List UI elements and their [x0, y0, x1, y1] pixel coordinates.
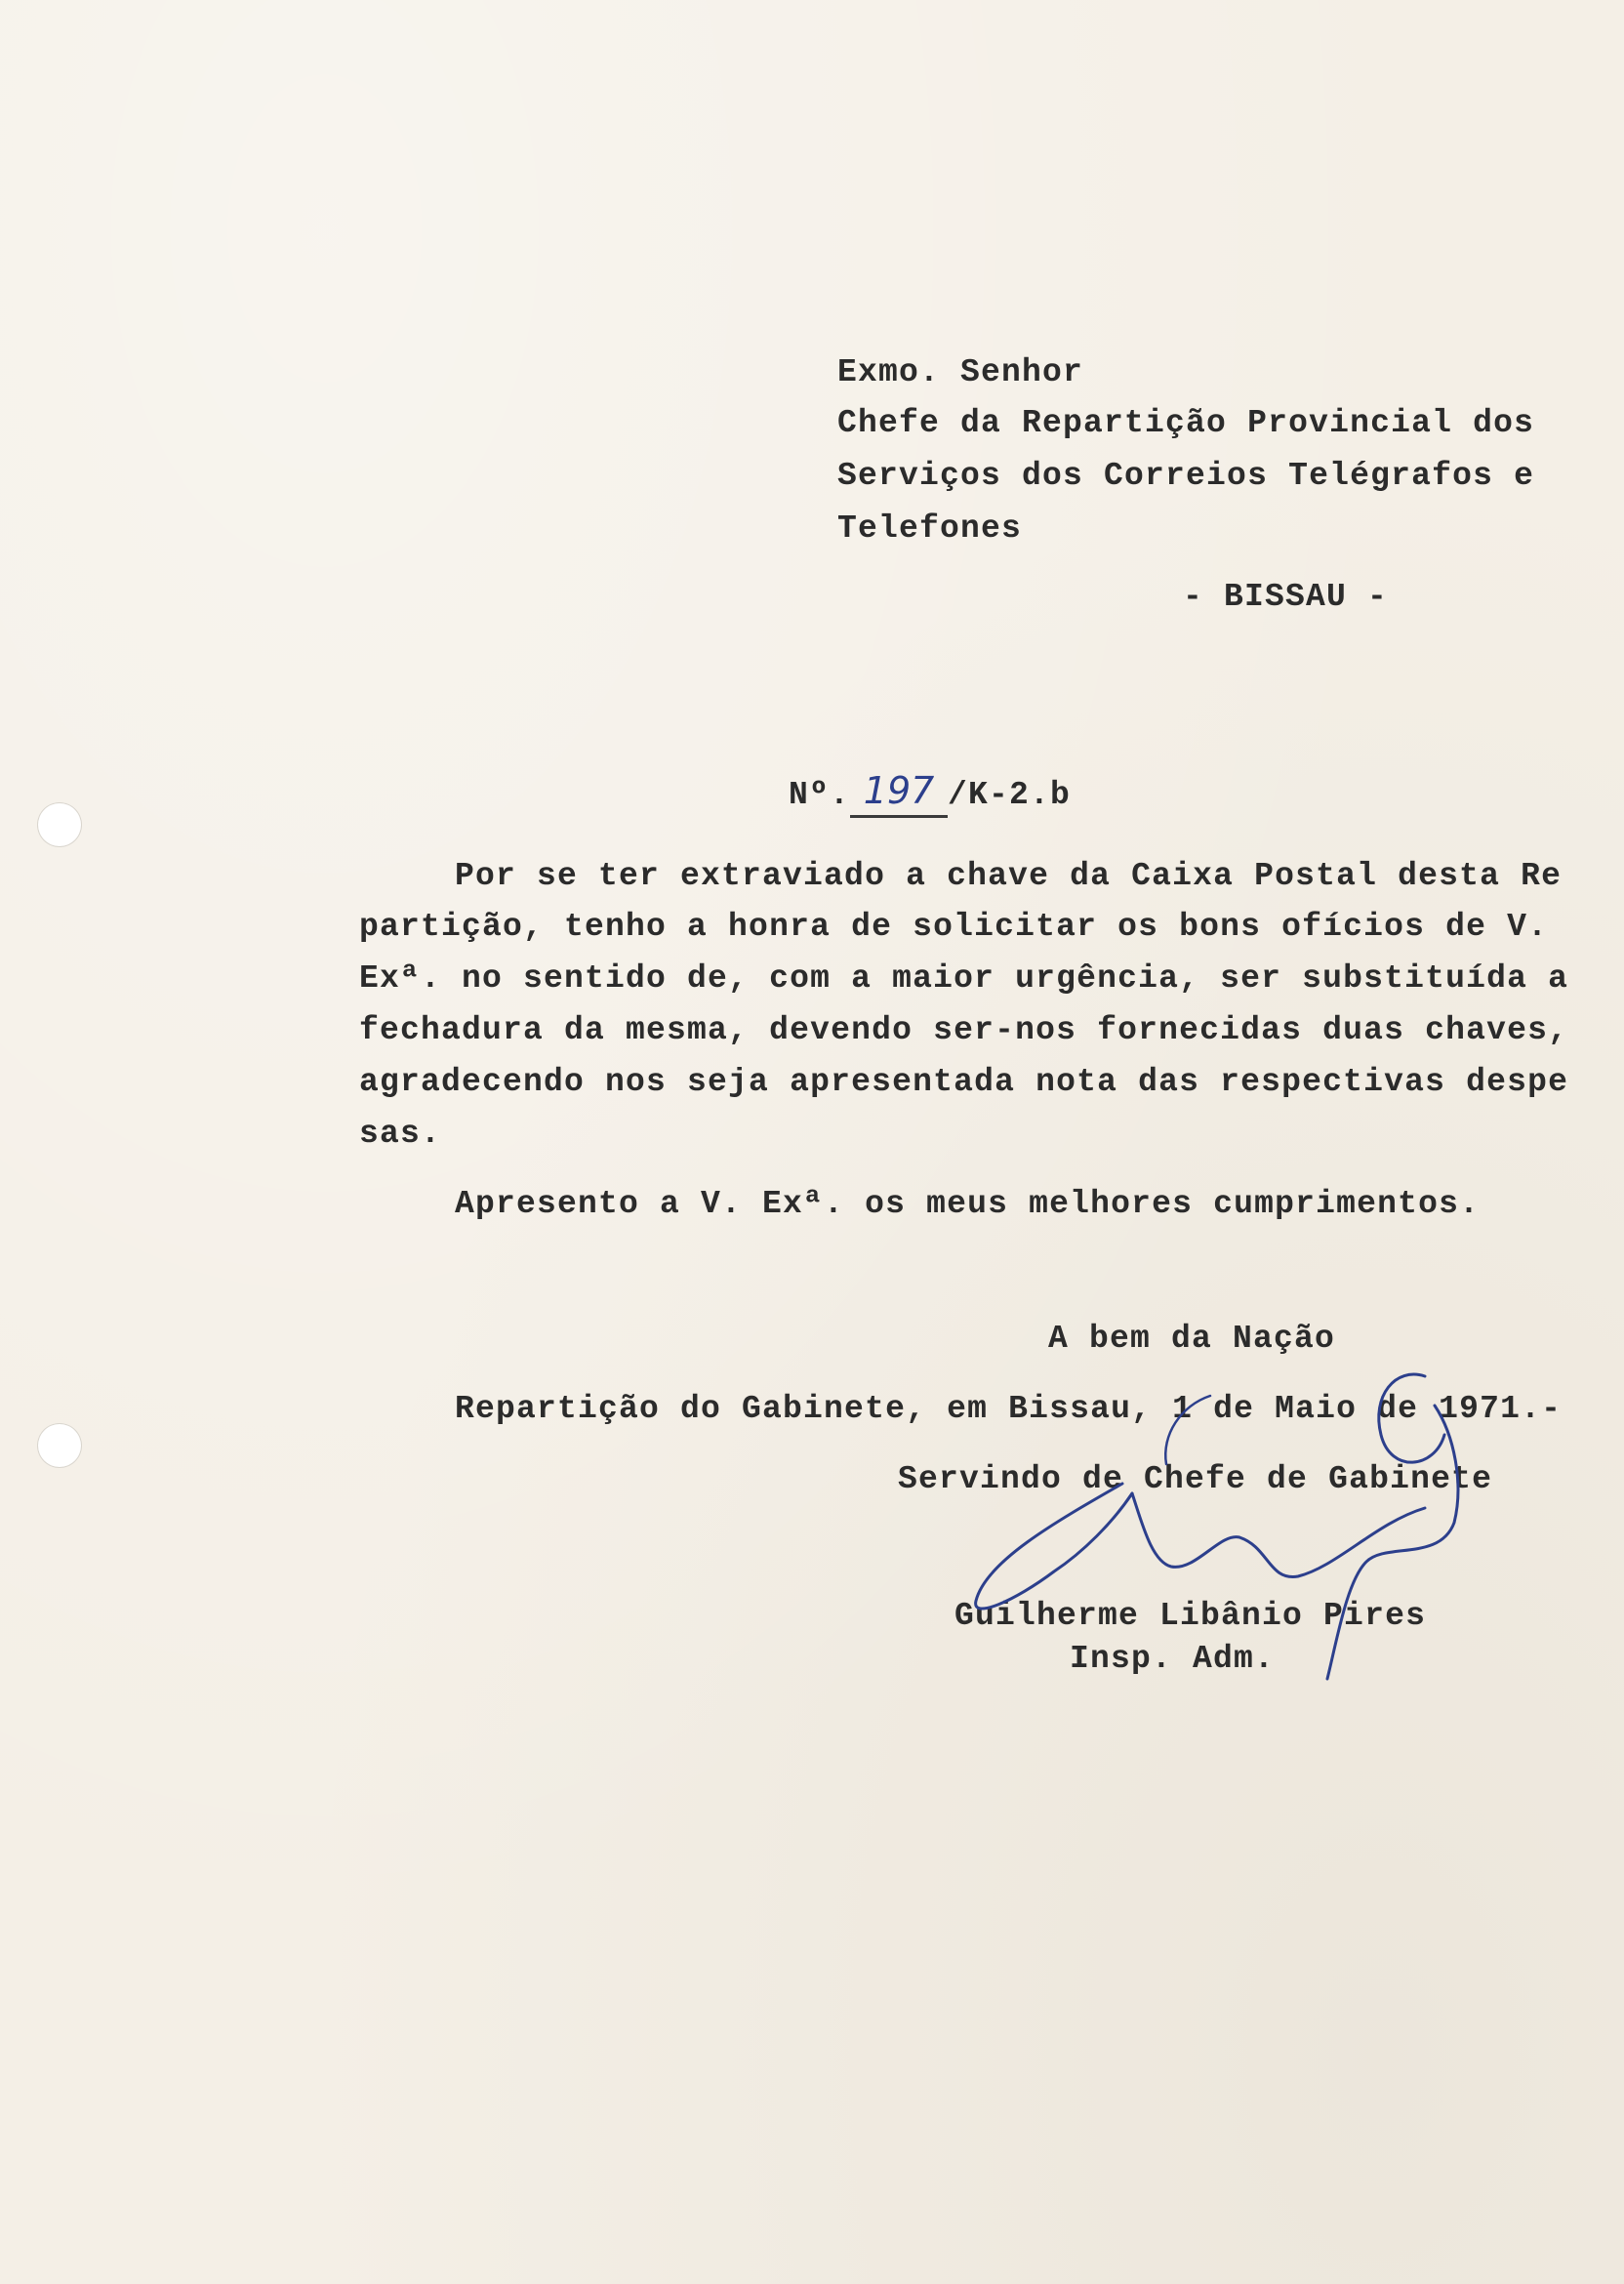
signatory-name: Guilherme Libânio Pires — [954, 1598, 1427, 1634]
addressee-line-4: Telefones — [837, 510, 1023, 547]
punch-hole-top — [37, 802, 82, 847]
addressee-city: - BISSAU - — [1183, 579, 1389, 615]
addressee-salutation: Exmo. Senhor — [837, 354, 1084, 390]
body-paragraph-2: Apresento a V. Exª. os meus melhores cumprimentos. — [455, 1186, 1481, 1222]
body-line-2: partição, tenho a honra de solicitar os bons ofícios de V. — [359, 909, 1549, 945]
addressee-line-3: Serviços dos Correios Telégrafos e — [837, 458, 1535, 494]
reference-number-field — [850, 771, 948, 818]
signatory-title: Insp. Adm. — [1070, 1641, 1276, 1677]
reference-handwritten-number: 197 — [863, 769, 935, 812]
body-line-5: agradecendo nos seja apresentada nota das respectivas despe — [359, 1064, 1569, 1100]
reference-number — [707, 732, 1071, 857]
reference-suffix: /K-2.b — [948, 777, 1072, 813]
body-line-4: fechadura da mesma, devendo ser-nos fornecidas duas chaves, — [359, 1012, 1569, 1048]
body-line-6: sas. — [359, 1116, 442, 1152]
signatory-role: Servindo de Chefe de Gabinete — [898, 1461, 1493, 1497]
reference-prefix: Nº. — [789, 777, 851, 813]
body-line-1: Por se ter extraviado a chave da Caixa Postal desta Re — [455, 858, 1563, 894]
body-line-3: Exª. no sentido de, com a maior urgência, ser substituída a — [359, 960, 1569, 997]
addressee-line-2: Chefe da Repartição Provincial dos — [837, 405, 1535, 441]
closing-place-date: Repartição do Gabinete, em Bissau, 1 de Maio de 1971.- — [455, 1391, 1563, 1427]
punch-hole-bottom — [37, 1423, 82, 1468]
closing-salutation: A bem da Nação — [1048, 1321, 1336, 1357]
